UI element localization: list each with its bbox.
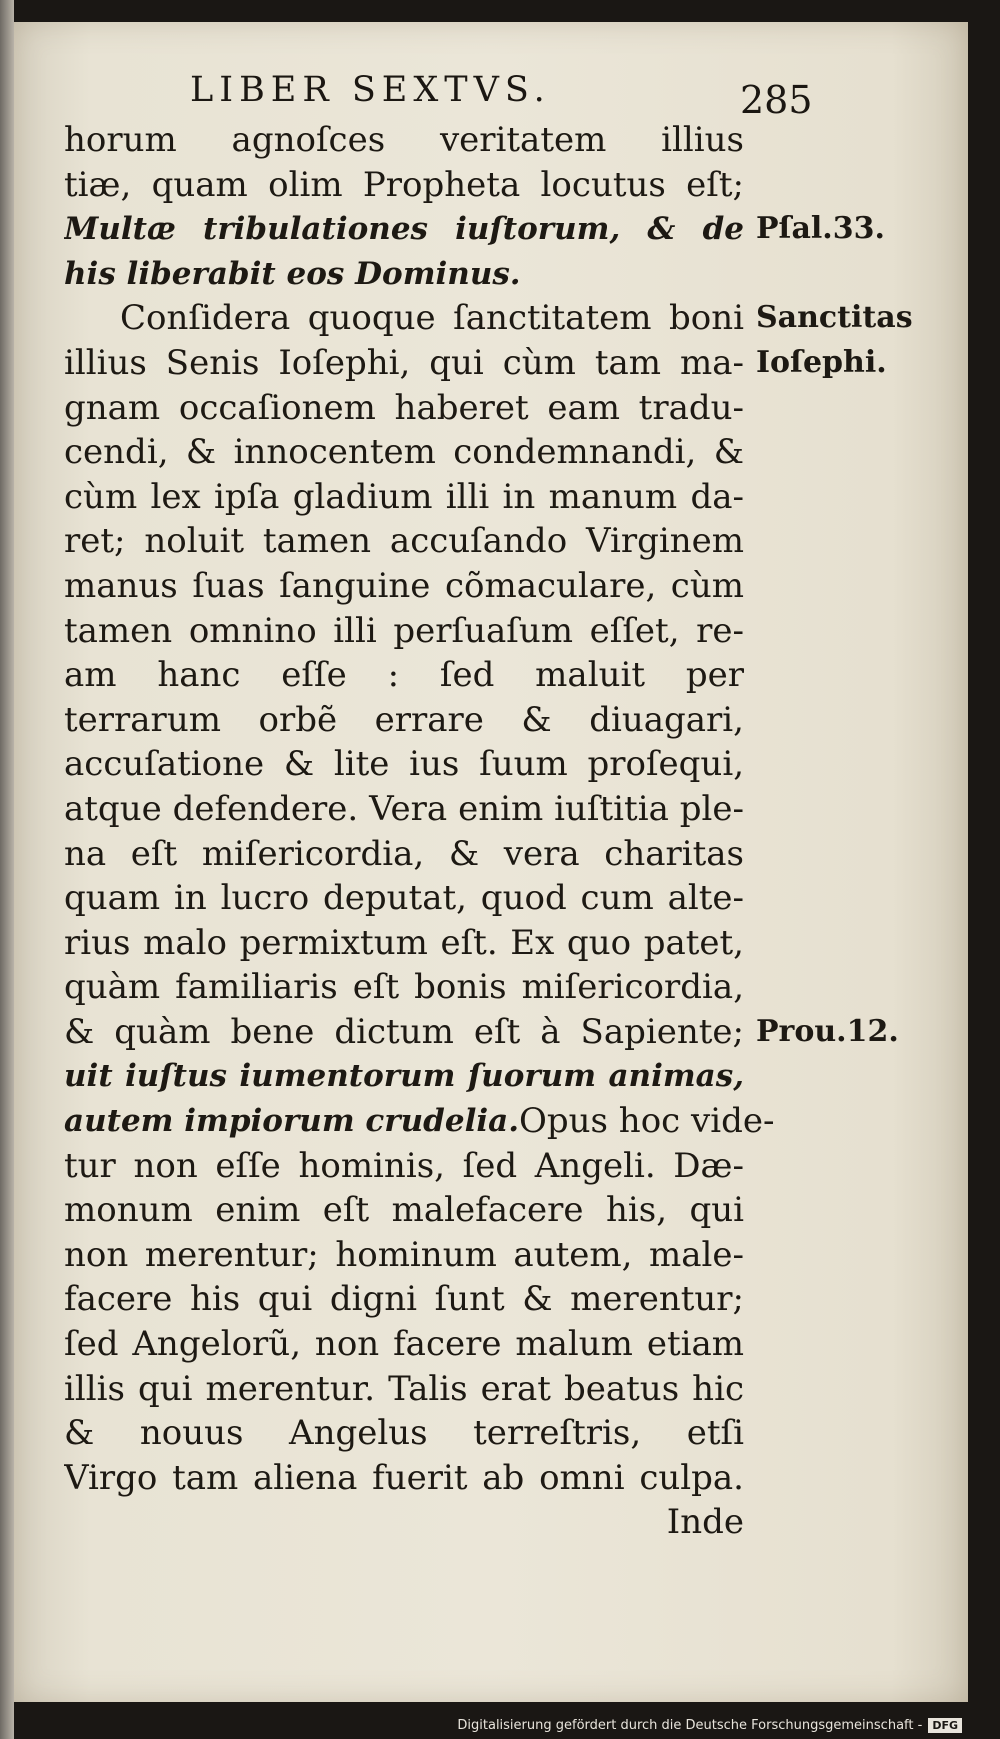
text-line: [64, 430, 744, 475]
text-line: [64, 921, 744, 966]
line-text: Multæ tribulationes iuſtorum, & de: [64, 211, 744, 248]
line-text: uit iuſtus iumentorum ſuorum animas,: [64, 1058, 744, 1095]
text-line: [64, 653, 744, 698]
text-line: [64, 876, 744, 921]
text-line: [64, 1144, 744, 1189]
text-line: [64, 742, 744, 787]
line-text: cùm lex ipſa gladium illi in manum da-: [64, 476, 744, 517]
line-text: accuſatione & lite ius ſuum proſequi,: [64, 744, 744, 785]
line-text: gnam occaſionem haberet eam tradu-: [64, 387, 744, 428]
text-line: [64, 1322, 744, 1367]
text-line: [64, 1367, 744, 1412]
digitization-credit: [457, 1718, 962, 1733]
text-line: [64, 207, 744, 252]
line-text: am hanc eſſe : ſed maluit per: [64, 655, 744, 696]
line-text: ret; noluit tamen accuſando Virginem: [64, 521, 744, 562]
book-page: [14, 22, 968, 1702]
line-text: Conſidera quoque ſanctitatem boni: [120, 298, 744, 339]
credit-text: Digitalisierung gefördert durch die Deutsche Forschungsgemeinschaft -: [457, 1718, 923, 1733]
line-text: rius malo permixtum eſt. Ex quo patet,: [64, 922, 744, 963]
line-text: na eſt miſericordia, & vera charitas: [64, 833, 744, 874]
text-line: [64, 296, 744, 341]
margin-note: Ioſephi.: [756, 345, 887, 380]
text-line: [64, 1411, 744, 1456]
line-text: his liberabit eos Dominus.: [64, 255, 521, 292]
roman-segment: Opus hoc vide-: [519, 1101, 775, 1142]
line-text: Virgo tam aliena fuerit ab omni culpa.: [64, 1457, 744, 1498]
line-text: illis qui merentur. Talis erat beatus hic: [64, 1368, 744, 1409]
line-text: non merentur; hominum autem, male-: [64, 1234, 744, 1275]
line-text: ſed Angelorũ, non facere malum etiam: [64, 1324, 744, 1365]
text-line: [64, 832, 744, 877]
text-line: [64, 1500, 744, 1545]
line-text: & quàm bene dictum eſt à Sapiente;: [64, 1011, 744, 1052]
text-line: [64, 965, 744, 1010]
line-text: manus ſuas ſanguine cõmaculare, cùm: [64, 565, 744, 606]
text-line: [64, 252, 744, 297]
text-line: [64, 1277, 744, 1322]
text-line: [64, 1233, 744, 1278]
margin-note: Prou.12.: [756, 1014, 899, 1049]
dfg-logo: DFG: [928, 1718, 962, 1733]
text-line: [64, 163, 744, 208]
page-number: 285: [740, 78, 813, 122]
text-line: [64, 609, 744, 654]
text-line: [64, 386, 744, 431]
margin-note: Pſal.33.: [756, 211, 885, 247]
line-text: tiæ, quam olim Propheta locutus eſt;: [64, 164, 744, 205]
text-line: [64, 1054, 744, 1099]
line-text: quam in lucro deputat, quod cum alte-: [64, 878, 744, 919]
line-text: facere his qui digni ſunt & merentur;: [64, 1279, 744, 1320]
text-line: [64, 698, 744, 743]
running-head: LIBER SEXTVS.: [190, 70, 551, 110]
line-text: tamen omnino illi perſuaſum eſſet, re-: [64, 610, 744, 651]
text-line: [64, 519, 744, 564]
line-text: terrarum orbẽ errare & diuagari,: [64, 699, 744, 740]
catchword: Inde: [666, 1502, 744, 1543]
text-line: [64, 787, 744, 832]
text-line: [64, 341, 744, 386]
line-text: monum enim eſt malefacere his, qui: [64, 1190, 744, 1231]
line-text: illius Senis Ioſephi, qui cùm tam ma-: [64, 342, 744, 383]
scan-edge: [0, 0, 14, 1739]
italic-segment: autem impiorum crudelia.: [64, 1103, 520, 1140]
line-text: atque defendere. Vera enim iuſtitia ple-: [64, 788, 744, 829]
text-line: [64, 1188, 744, 1233]
line-text: quàm familiaris eſt bonis miſericordia,: [64, 967, 744, 1008]
text-line: [64, 1099, 775, 1144]
line-text: horum agnoſces veritatem illius: [64, 120, 744, 160]
text-line: [64, 118, 744, 163]
text-line: [64, 1010, 744, 1055]
text-line: [64, 564, 744, 609]
line-text: & nouus Angelus terreſtris, etſi: [64, 1413, 744, 1454]
text-line: [64, 1456, 744, 1501]
line-text: cendi, & innocentem condemnandi, &: [64, 432, 744, 473]
body-text: [64, 118, 775, 1545]
text-line: [64, 475, 744, 520]
margin-note: Sanctitas: [756, 300, 913, 336]
line-text: tur non eſſe hominis, ſed Angeli. Dæ-: [64, 1145, 744, 1186]
